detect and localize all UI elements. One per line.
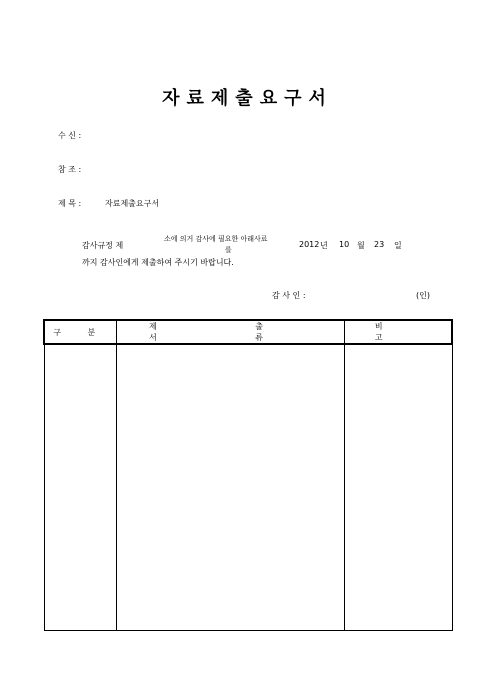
header-documents: 제 출 서 류 bbox=[116, 320, 344, 344]
body-prefix: 감사규정 제 bbox=[82, 241, 124, 250]
documents-cell[interactable] bbox=[116, 344, 344, 631]
header-remarks: 비 고 bbox=[344, 320, 452, 344]
date-day: 23 bbox=[374, 240, 385, 249]
body-line2: 까지 감사인에게 제출하여 주시기 바랍니다. bbox=[82, 258, 234, 267]
subject-value: 자료제출요구서 bbox=[105, 199, 160, 208]
date-month: 10 bbox=[339, 240, 350, 249]
document-table bbox=[43, 319, 453, 631]
reference-label: 참 조 : bbox=[58, 165, 82, 174]
body-clause-bottom: 를 bbox=[225, 246, 232, 254]
header-category: 구 분 bbox=[44, 320, 116, 344]
auditor-label: 감 사 인 : bbox=[272, 291, 306, 300]
category-cell[interactable] bbox=[44, 344, 116, 631]
table-header-row bbox=[44, 320, 452, 344]
subject-label: 제 목 : bbox=[58, 199, 82, 208]
date-year-unit: 년 bbox=[320, 241, 328, 250]
recipient-label: 수 신 : bbox=[58, 131, 82, 140]
remarks-cell[interactable] bbox=[344, 344, 452, 631]
body-clause-top: 소에 의거 감사에 필요한 아래사료 bbox=[164, 235, 268, 243]
page-title: 자료제출요구서 bbox=[162, 88, 333, 109]
seal-mark: (인) bbox=[416, 291, 430, 300]
table-row bbox=[44, 344, 452, 631]
date-month-unit: 월 bbox=[357, 241, 365, 250]
date-day-unit: 일 bbox=[394, 241, 402, 250]
date-year: 2012 bbox=[299, 240, 320, 249]
